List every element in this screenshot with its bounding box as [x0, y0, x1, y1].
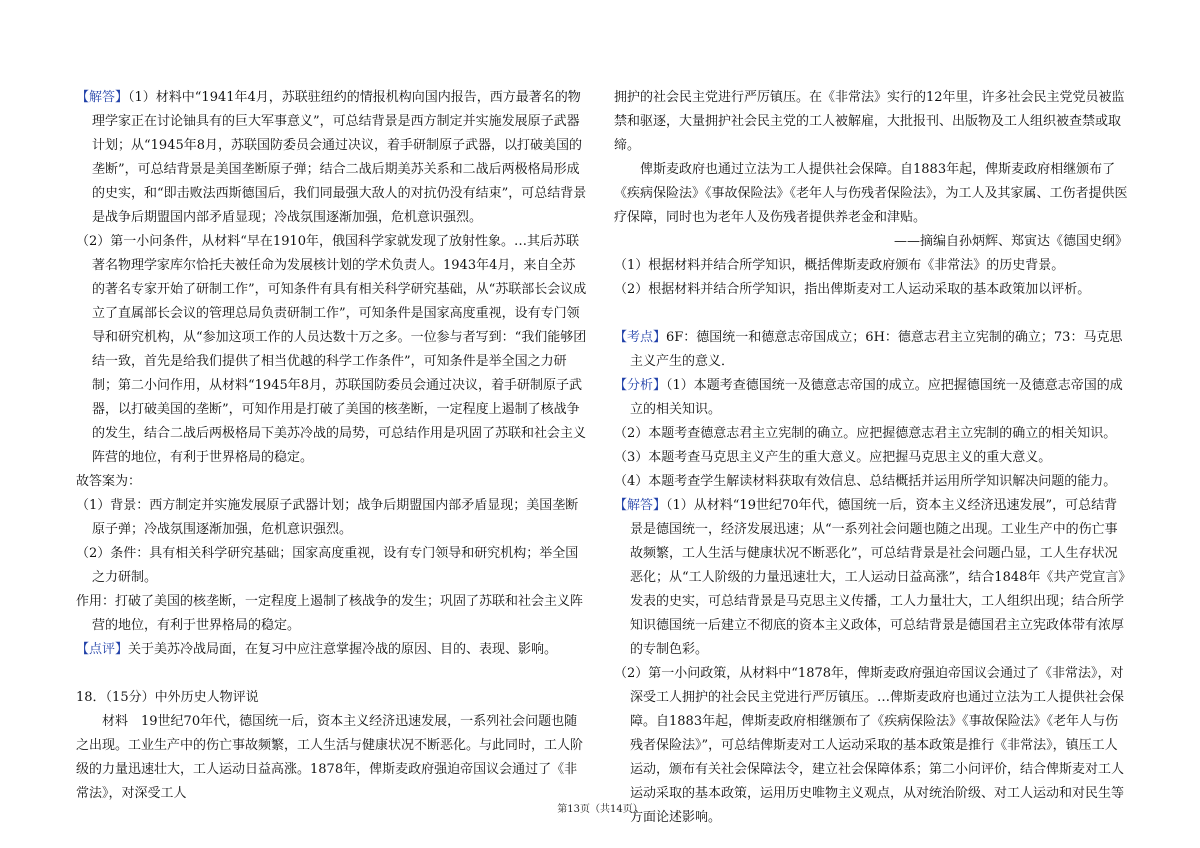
fenxi-4: （4）本题考查学生解读材料获取有效信息、总结概括并运用所学知识解决问题的能力。: [614, 474, 1117, 489]
right-jieda-2: （2）第一小问政策，从材料中“1878年，俾斯麦政府强迫帝国议会通过了《非常法》，对深受工人拥护的社会民主党进行严厉镇压。…俾斯麦政府也通过立法为工人提供社会保障。自1883年起，俾斯麦政府相继颁布了《疾病保险法》《事故保险法》《老年人与伤残者保险法》”，可总结俾斯麦对工人运动采取的基本政策是推行《非常法》，镇压工人运动，颁布有关社会保障法令，建立社会保障体系；第二小问评价，结合俾斯麦对工人运动采取的基本政策，运用历史唯物主义观点，从对统治阶级、对工人运动和对民生等方面论述影响。: [614, 666, 1125, 825]
material-paragraph-a: 材料 19世纪70年代，德国统一后，资本主义经济迅速发展，一系列社会问题也随之出现。工业生产中的伤亡事故频繁，工人生活与健康状况不断恶化。与此同时，工人阶级的力量迅速壮大，工人运动日益高涨。1878年，俾斯麦政府强迫帝国议会通过了《非常法》，对深受工人: [76, 714, 584, 801]
jieda-2: （2）第一小问条件，从材料“早在1910年，俄国科学家就发现了放射性象。…其后苏联著名物理学家库尔恰托夫被任命为发展核计划的学术负责人。1943年4月，来自全苏的著名专家开始了研制工作”，可知条件有具有相关科学研究基础，从“苏联部长会议成立了直属部长会议的管理总局负责研制工作”，可知条件是国家高度重视，设有专门领导和研究机构，从“参加这项工作的人员达数十万之多。一位参与者写到：“我们能够团结一致，首先是给我们提供了相当优越的科学工作条件”，可知条件是举全国之力研制；第二小问作用，从材料“1945年8月，苏联国防委员会通过决议，着手研制原子武器，以打破美国的垄断”，可知作用是打破了美国的核垄断，一定程度上遏制了核战争的发生，结合二战后两极格局下美苏冷战的局势，可总结作用是巩固了苏联和社会主义阵营的地位，有利于世界格局的稳定。: [76, 234, 587, 465]
page-footer: 第13页（共14页）: [557, 804, 643, 815]
dianping: [76, 638, 588, 662]
fenxi-tag: 【分析】: [614, 378, 667, 393]
left-column: [76, 86, 588, 806]
dianping-text: 关于美苏冷战局面，在复习中应注意掌握冷战的原因、目的、表现、影响。: [128, 642, 558, 657]
kaodian-text: 6F：德国统一和德意志帝国成立；6H：德意志君主立宪制的确立；73：马克思主义产生的意义．: [630, 330, 1123, 369]
fenxi-1: [614, 374, 1128, 422]
jieda-1: [76, 86, 588, 230]
right-jieda-1-text: （1）从材料“19世纪70年代，德国统一后，资本主义经济迅速发展”，可总结背景是德国统一，经济发展迅速；从“一系列社会问题也随之出现。工业生产中的伤亡事故频繁，工人生活与健康状况不断恶化”，可总结背景是社会问题凸显，工人生存状况恶化；从“工人阶级的力量迅速壮大，工人运动日益高涨”，结合1848年《共产党宣言》发表的史实，可总结背景是马克思主义传播，工人力量壮大，工人组织出现；结合所学知识德国统一后建立不彻底的资本主义政体，可总结背景是德国君主立宪政体带有浓厚的专制色彩。: [630, 498, 1125, 657]
answer-3: 作用：打破了美国的核垄断，一定程度上遏制了核战争的发生；巩固了苏联和社会主义阵营的地位，有利于世界格局的稳定。: [76, 594, 584, 633]
right-jieda-1: [614, 494, 1128, 662]
material-paragraph-b: 拥护的社会民主党进行严厉镇压。在《非常法》实行的12年里，许多社会民主党党员被监禁和驱逐，大量拥护社会民主党的工人被解雇，大批报刊、出版物及工人组织被查禁或取缔。: [614, 90, 1125, 153]
right-jieda-tag: 【解答】: [614, 498, 667, 513]
fenxi-1-text: （1）本题考查德国统一及德意志帝国的成立。应把握德国统一及德意志帝国的成立的相关知识。: [630, 378, 1123, 417]
answer-1: （1）背景：西方制定并实施发展原子武器计划；战争后期盟国内部矛盾显现；美国垄断原子弹；冷战氛围逐渐加强，危机意识强烈。: [76, 498, 579, 537]
fenxi-2: （2）本题考查德意志君主立宪制的确立。应把握德意志君主立宪制的确立的相关知识。: [614, 426, 1117, 441]
answer-2: （2）条件：具有相关科学研究基础；国家高度重视，设有专门领导和研究机构；举全国之力研制。: [76, 546, 579, 585]
material-source: ——摘编自孙炳辉、郑寅达《德国史纲》: [893, 234, 1128, 249]
material-paragraph-c: 俾斯麦政府也通过立法为工人提供社会保障。自1883年起，俾斯麦政府相继颁布了《疾病保险法》《事故保险法》《老年人与伤残者保险法》，为工人及其家属、工伤者提供医疗保障，同时也为老年人及伤残者提供养老金和津贴。: [614, 162, 1128, 225]
question-1: （1）根据材料并结合所学知识，概括俾斯麦政府颁布《非常法》的历史背景。: [614, 258, 1065, 273]
dianping-tag: 【点评】: [76, 642, 129, 657]
answer-intro: 故答案为：: [76, 474, 142, 489]
question-18-title: 18．（15分）中外历史人物评说: [76, 690, 259, 705]
jieda-tag: 【解答】: [76, 90, 129, 105]
kaodian-tag: 【考点】: [614, 330, 667, 345]
kaodian: [614, 326, 1128, 374]
right-column: [614, 86, 1128, 830]
fenxi-3: （3）本题考查马克思主义产生的重大意义。应把握马克思主义的重大意义。: [614, 450, 1052, 465]
jieda-1-text: （1）材料中“1941年4月，苏联驻纽约的情报机构向国内报告，西方最著名的物理学家正在讨论铀具有的巨大军事意义”，可总结背景是西方制定并实施发展原子武器计划；从“1945年8月，苏联国防委员会通过决议，着手研制原子武器，以打破美国的垄断”，可总结背景是美国垄断原子弹；结合二战后期美苏关系和二战后两极格局形成的史实，和“即击败法西斯德国后，我们同最强大敌人的对抗仍没有结束”，可总结背景是战争后期盟国内部矛盾显现；冷战氛围逐渐加强，危机意识强烈。: [92, 90, 587, 225]
question-2: （2）根据材料并结合所学知识，指出俾斯麦对工人运动采取的基本政策加以评析。: [614, 282, 1091, 297]
